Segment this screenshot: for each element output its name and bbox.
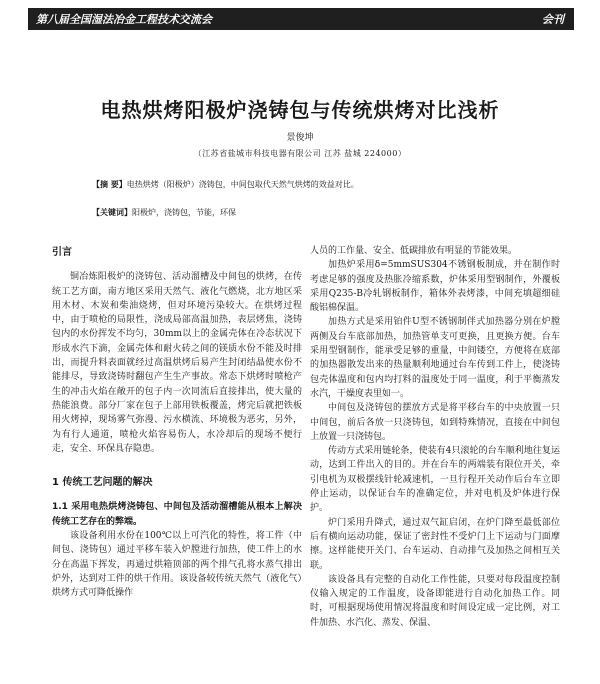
keywords-label: 【关键词】 xyxy=(92,208,132,217)
right-paragraph-1: 人员的工作量、安全、低碳排放有明显的节能效果。 xyxy=(310,246,518,256)
keywords-text: 阳极炉，浇铸包，节能，环保 xyxy=(132,208,236,217)
right-paragraph-6: 炉门采用升降式，通过双气缸启闭，在炉门降至最低部位后有横向运动功能，保证了密封性不受炉门上下运动与门面摩擦。这样能使开关门、台车运动、自动排气及加热之间相互关联。 xyxy=(310,517,560,571)
section-spacer xyxy=(52,456,302,470)
right-paragraph-7: 该设备具有完整的自动化工作性能，只要对每段温度控制仪输入规定的工作温度，设备即能进行自动化加热工作。同时，可根据现场使用情况将温度和时间设定成一定比例，对工件加热、水汽化、蒸发、保温、 xyxy=(310,574,560,628)
right-column xyxy=(310,244,560,630)
right-paragraph-3: 加热方式是采用铂件U型不锈钢制伴式加热器分别在炉膛两侧及台车底部加热，加热管单支可更换，且更换方便。台车采用型钢制作，能承受足够的重量，中间镂空，方便将在底部的加热器散发出来的热量顺利地通过台车传到工件上，使浇铸包壳体温度和包内均打料的温度处于同一温度，利于平衡蒸发水汽，干燥度表里如一。 xyxy=(310,317,560,399)
abstract-label: 【摘 要】 xyxy=(92,180,127,189)
abstract-block xyxy=(92,179,512,191)
paper-affiliation: （江苏省盐城市科技电器有限公司 江苏 盐城 224000） xyxy=(193,149,407,158)
right-paragraph-5: 传动方式采用链轮条，使装有4只滚轮的台车顺利地往复运动，达到工件出入的目的。并在台车的两端装有限位开关，牵引电机为双极摆线针轮减速机，一旦行程开关动作后台车立即停止运动，以保证台车的准确定位，并对电机及炉体进行保护。 xyxy=(310,446,560,514)
paper-author: 景俊坤 xyxy=(286,133,314,143)
journal-header-left: 第八届全国湿法冶金工程技术交流会 xyxy=(36,13,212,26)
subsection-1-1-paragraph: 该设备利用水份在100℃以上可汽化的特性，将工件（中间包、浇铸包）通过平移车装入炉膛进行加热，使工件上的水分在高温下挥发，再通过烘箱顶部的两个排气孔将水蒸气排出炉外，达到对工件的烘干作用。该设备较传统天然气（液化气）烘烤方式可降低操作 xyxy=(52,531,302,599)
keywords-block xyxy=(92,207,512,219)
journal-header-bar xyxy=(28,8,574,30)
section-1-heading: 1 传统工艺问题的解决 xyxy=(52,477,153,489)
subsection-1-1-heading: 1.1 采用电热烘烤浇铸包、中间包及活动溜槽能从根本上解决传统工艺存在的弊端。 xyxy=(52,502,302,527)
right-paragraph-2: 加热炉采用δ=5mmSUS304不锈钢板制成，并在制作时考虑足够的强度及热胀冷缩系数，炉体采用型钢制作，外覆板采用Q235-B冷轧钢板制作，箱体外表烤漆，中间充填超细硅酸铝棉保温。 xyxy=(310,260,560,314)
right-paragraph-4: 中间包及浇铸包的摆放方式是将平移台车的中央放置一只中间包，前后各放一只浇铸包，如到特殊情况，直接在中间包上放置一只浇铸包。 xyxy=(310,403,560,442)
intro-paragraph: 铜冶炼阳极炉的浇铸包、活动溜槽及中间包的烘烤，在传统工艺方面，南方地区采用天然气、液化气燃烧，北方地区采用木材、木炭和柴油烧烤，但对环境污染较大。在烘烤过程中，由于喷枪的局限性，浇成局部高温加热，表层烤焦，浇铸包内的水份挥发不均匀，30mm以上的金属壳体在冷态状况下形成水汽下滴，金属壳体和耐火砖之间的镁质水份不能及时排出，而提升料表面就经过高温烘烤后易产生封闭结晶使水份不能排尽，导致浇铸时翻包产生生产事故。常态下烘烤时喷枪产生的冲击火焰在敞开的包子内一次同流后直接排出，使大量的热能浪费。部分厂家在包子上部用铁板覆盖，烤完后就把铁板用火烤掉，现场雾气弥漫、污水横流、环境极为恶劣，另外，为有行人通道，喷枪火焰容易伤人，水冷却后的现场不便行走，安全、环保具存隐患。 xyxy=(52,272,302,454)
intro-heading: 引言 xyxy=(52,247,72,258)
left-column xyxy=(52,240,302,601)
journal-header-right: 会刊 xyxy=(542,13,564,26)
paper-title: 电热烘烤阳极炉浇铸包与传统烘烤对比浅析 xyxy=(100,98,500,122)
abstract-text: 电热烘烤（阳极炉）浇铸包，中间包取代天然气烘烤的效益对比。 xyxy=(126,180,359,189)
